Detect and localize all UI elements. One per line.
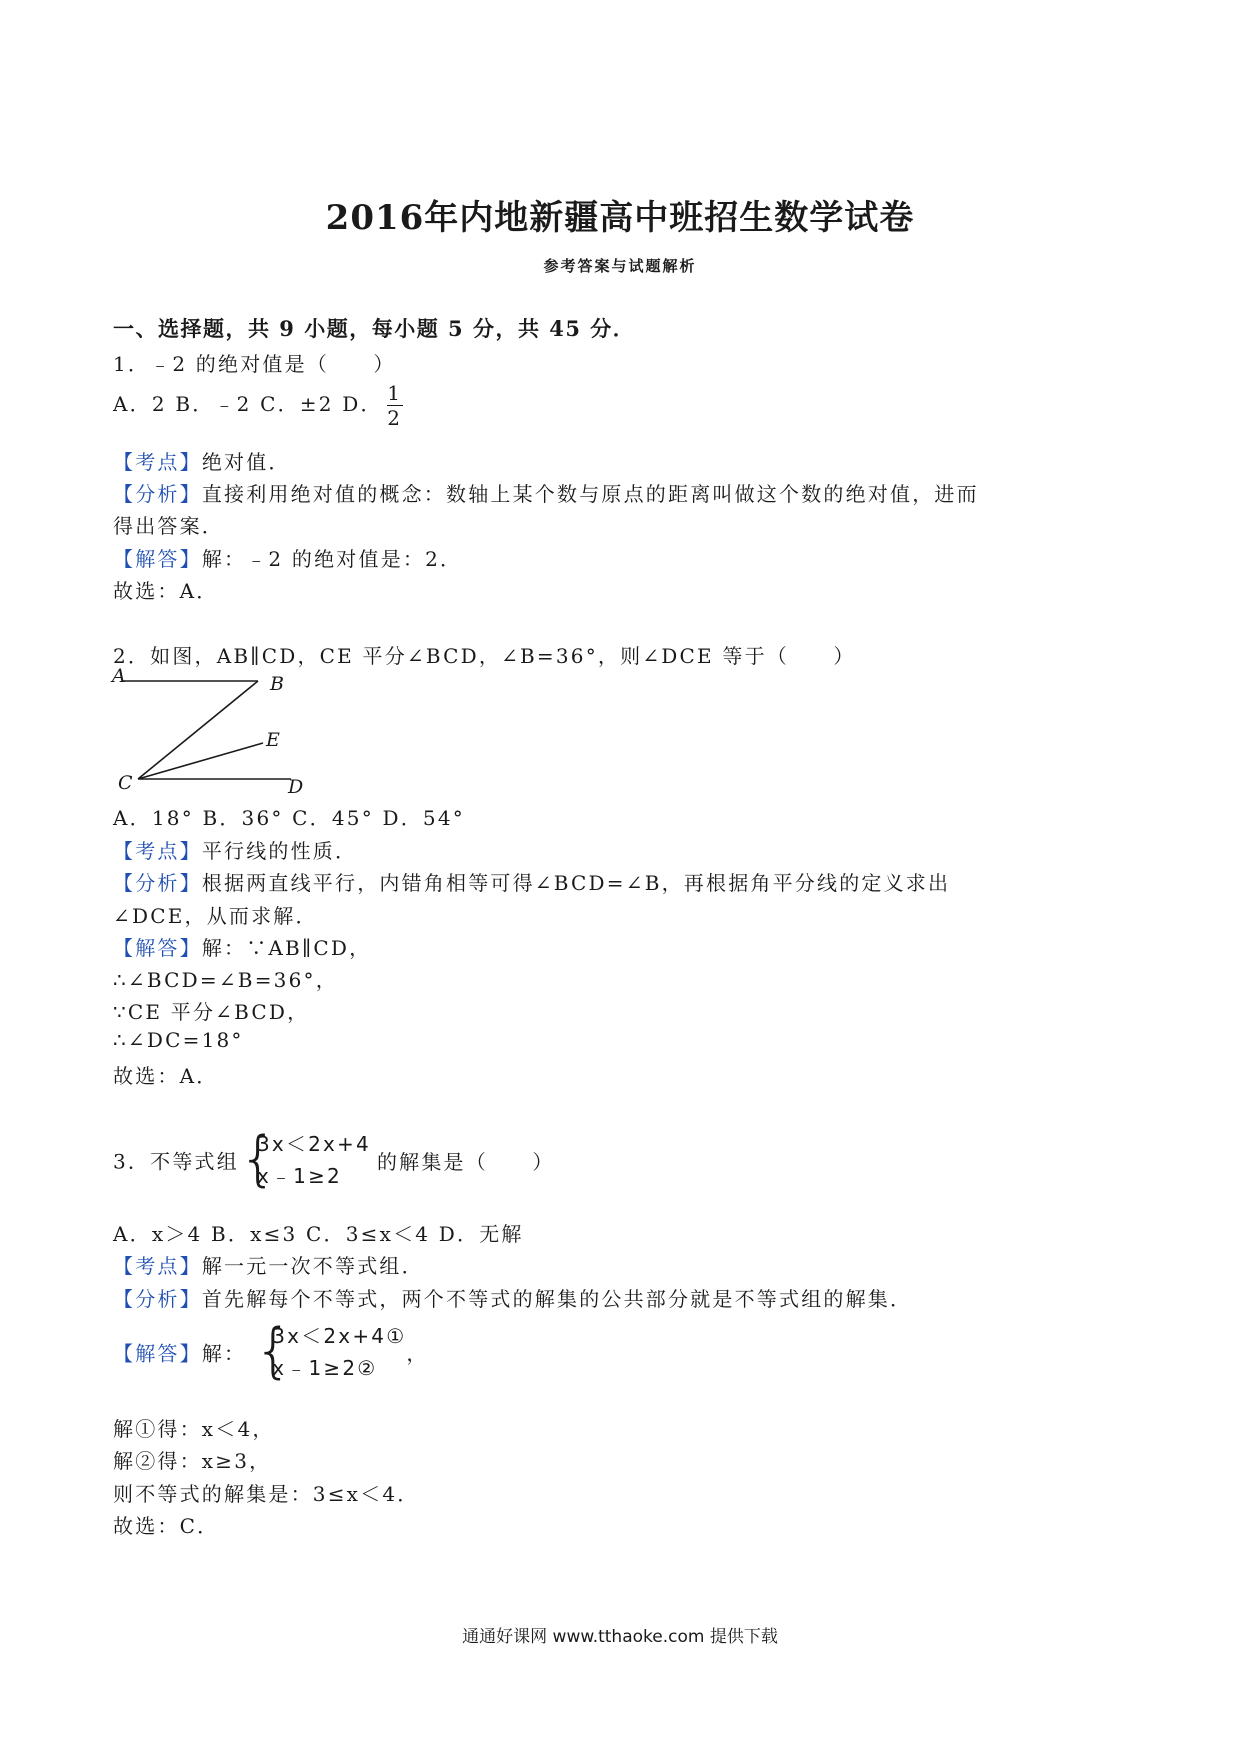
q1-options xyxy=(113,382,403,429)
q1-fenxi-text-2: 得出答案． xyxy=(113,514,224,538)
q2-fenxi-text-2: ∠DCE，从而求解． xyxy=(113,904,318,928)
q2-step-3: ∴∠DC=18° xyxy=(113,1028,244,1052)
q3-jieda-tag: 【解答】 xyxy=(113,1341,202,1366)
q3-inequality-1: 3x＜2x+4 xyxy=(256,1132,371,1156)
q2-jieda-tag: 【解答】 xyxy=(113,936,202,960)
q2-kaodian xyxy=(113,835,357,864)
q2-kaodian-text: 平行线的性质． xyxy=(201,839,358,863)
q3-kaodian xyxy=(113,1250,424,1279)
q2-fenxi xyxy=(113,867,950,896)
brace-icon: { xyxy=(254,1316,295,1386)
q1-jieda-tag: 【解答】 xyxy=(113,547,202,571)
brace-icon: { xyxy=(238,1124,280,1194)
q2-options: A．18° B．36° C．45° D．54° xyxy=(113,806,465,830)
q1-fenxi xyxy=(113,478,979,507)
q3-inequality-system xyxy=(238,1124,371,1194)
q1-fraction-denominator: 2 xyxy=(387,406,403,430)
q1-fraction xyxy=(387,382,403,429)
footer-credit: 通通好课网 www.tthaoke.com 提供下载 xyxy=(462,1627,778,1647)
line-ce xyxy=(138,743,263,779)
q3-options: A．x＞4 B．x≤3 C．3≤x＜4 D．无解 xyxy=(113,1222,524,1246)
label-c: C xyxy=(118,772,133,794)
q3-stem-prefix: 3．不等式组 xyxy=(113,1149,239,1174)
q3-step-2: 解②得：x≥3， xyxy=(113,1449,272,1473)
q1-kaodian-tag: 【考点】 xyxy=(113,450,202,474)
q3-stem xyxy=(113,1124,555,1194)
q2-step-2: ∵CE 平分∠BCD， xyxy=(113,1000,310,1024)
q3-fenxi-tag: 【分析】 xyxy=(113,1287,202,1311)
q2-kaodian-tag: 【考点】 xyxy=(113,839,202,863)
q1-fenxi-tag: 【分析】 xyxy=(113,482,202,506)
label-d: D xyxy=(288,776,304,796)
page-title: 2016年内地新疆高中班招生数学试卷 xyxy=(325,198,915,238)
page-subtitle: 参考答案与试题解析 xyxy=(543,257,697,275)
q1-options-text: A．2 B．﹣2 C．±2 D． xyxy=(113,392,383,416)
q1-stem: 1．﹣2 的绝对值是（ ） xyxy=(113,352,396,376)
q1-kaodian-text: 绝对值． xyxy=(201,450,291,474)
label-b: B xyxy=(270,673,284,695)
q3-step-1: 解①得：x＜4， xyxy=(113,1417,275,1441)
q2-stem: 2．如图，AB∥CD，CE 平分∠BCD，∠B=36°，则∠DCE 等于（ ） xyxy=(113,644,856,668)
label-e: E xyxy=(266,729,280,751)
q3-fenxi-text: 首先解每个不等式，两个不等式的解集的公共部分就是不等式组的解集． xyxy=(201,1287,913,1311)
q3-jieda-text: 解： xyxy=(201,1341,247,1366)
q3-inequality-2: x﹣1≥2 xyxy=(256,1164,342,1188)
q3-solution-system xyxy=(254,1316,407,1386)
q3-kaodian-text: 解一元一次不等式组． xyxy=(201,1254,424,1278)
q2-answer: 故选：A． xyxy=(113,1064,219,1088)
label-a: A xyxy=(112,666,126,687)
line-bc xyxy=(138,681,258,779)
q3-system-end: ， xyxy=(406,1341,429,1366)
q3-jieda xyxy=(113,1316,429,1386)
q1-jieda-text: 解：﹣2 的绝对值是：2． xyxy=(201,547,463,571)
q1-fraction-numerator: 1 xyxy=(387,381,403,405)
q3-answer: 故选：C． xyxy=(113,1514,220,1538)
q2-jieda-text: 解：∵AB∥CD， xyxy=(201,936,372,960)
q1-kaodian xyxy=(113,446,291,475)
q3-system-2: x﹣1≥2② xyxy=(272,1356,378,1380)
q3-kaodian-tag: 【考点】 xyxy=(113,1254,202,1278)
q2-fenxi-text-1: 根据两直线平行，内错角相等可得∠BCD=∠B，再根据角平分线的定义求出 xyxy=(201,871,951,895)
q3-fenxi xyxy=(113,1283,912,1312)
q1-fenxi-text-1: 直接利用绝对值的概念：数轴上某个数与原点的距离叫做这个数的绝对值，进而 xyxy=(201,482,979,506)
q2-jieda xyxy=(113,932,371,961)
q3-step-3: 则不等式的解集是：3≤x＜4． xyxy=(113,1482,420,1506)
q3-system-1: 3x＜2x+4① xyxy=(272,1324,407,1348)
section-heading: 一、选择题，共 9 小题，每小题 5 分，共 45 分． xyxy=(113,316,636,341)
q1-answer: 故选：A． xyxy=(113,579,219,603)
q1-jieda xyxy=(113,543,462,572)
geometry-figure xyxy=(108,666,328,796)
q2-step-1: ∴∠BCD=∠B=36°， xyxy=(113,968,338,992)
q2-fenxi-tag: 【分析】 xyxy=(113,871,202,895)
q3-stem-suffix: 的解集是（ ） xyxy=(376,1149,555,1174)
